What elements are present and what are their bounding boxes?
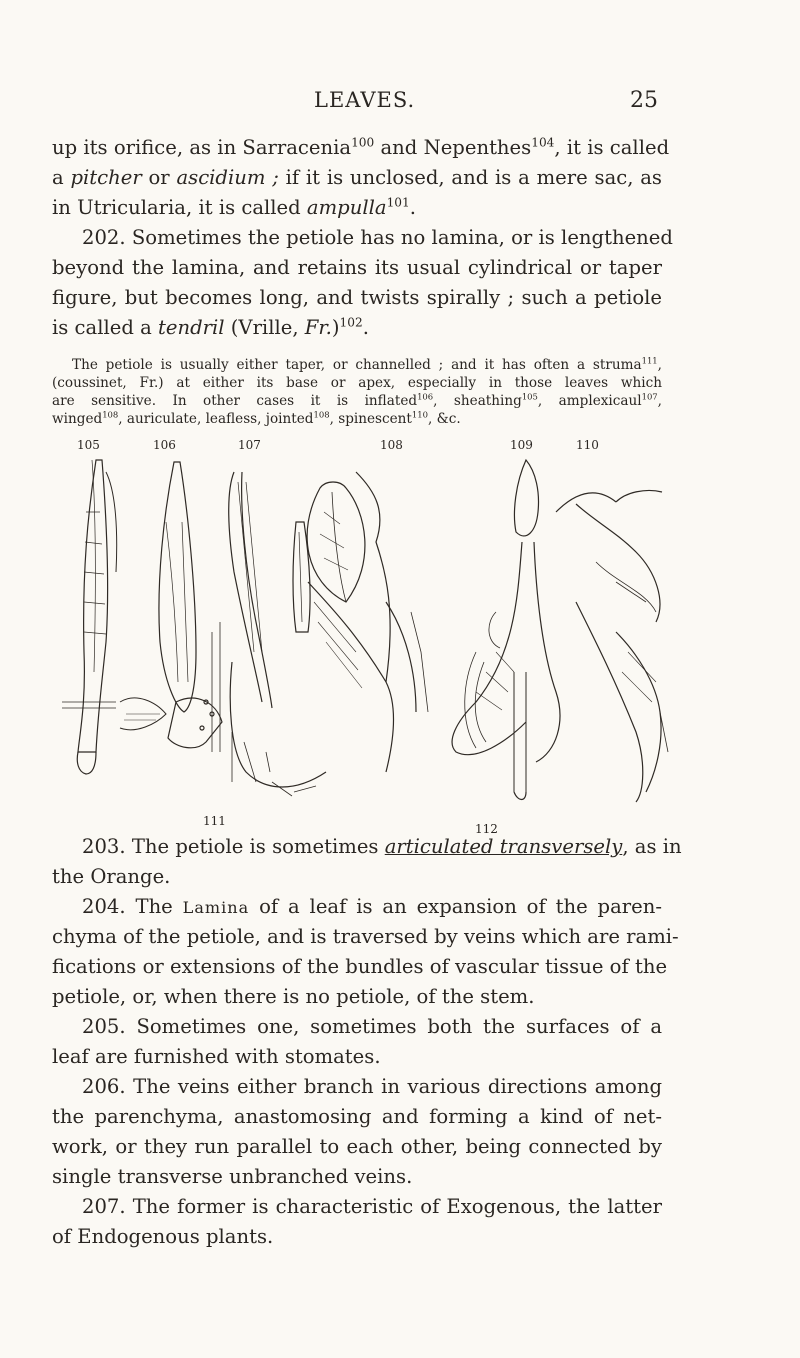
text-line: the Orange. — [52, 865, 171, 888]
text-line: 203. The petiole is sometimes articulated transversely, as in — [82, 835, 682, 858]
figure-110-spinescent-petiole — [556, 490, 668, 802]
text-line: leaf are furnished with stomates. — [52, 1045, 381, 1068]
text-line: of Endogenous plants. — [52, 1225, 274, 1248]
figure-label-106: 106 — [153, 438, 176, 452]
text-line: figure, but becomes long, and twists spirally ; such a petiole — [52, 286, 662, 309]
figure-107-amplexicaul-petiole — [229, 472, 326, 796]
text-line: 205. Sometimes one, sometimes both the surfaces of a — [82, 1015, 662, 1038]
paragraph-202 — [52, 223, 673, 343]
running-title: LEAVES. — [314, 88, 416, 112]
paragraph-206 — [52, 1072, 662, 1192]
figure-label-111: 111 — [203, 814, 226, 828]
text-line: chyma of the petiole, and is traversed by veins which are rami- — [52, 925, 679, 948]
figure-106-inflated-petiole — [120, 462, 222, 752]
text-line: fications or extensions of the bundles of vascular tissue of the — [52, 955, 668, 978]
text-line: 202. Sometimes the petiole has no lamina, or is lengthened — [82, 226, 673, 249]
text-line: 206. The veins either branch in various directions among — [82, 1075, 662, 1098]
text-line: winged$^{108}$, auriculate, leafless, jointed$^{108}$, spinescent$^{110}$, &c. — [52, 409, 461, 427]
text-line: a pitcher or ascidium ; if it is unclosed, and is a mere sac, as — [52, 166, 662, 189]
text-line: The petiole is usually either taper, or channelled ; and it has often a struma$^{111}$, — [72, 355, 662, 373]
text-line: in Utricularia, it is called ampulla$^{101}$. — [52, 195, 416, 219]
page-number: 25 — [630, 88, 658, 113]
figure-105-sheathing-petiole — [62, 460, 117, 774]
small-print-note — [52, 356, 662, 428]
figure-label-112: 112 — [475, 822, 498, 836]
paragraph-continuation — [52, 133, 670, 223]
figure-label-107: 107 — [238, 438, 261, 452]
figure-label-105: 105 — [77, 438, 100, 452]
text-line: (coussinet, Fr.) at either its base or apex, especially in those leaves which — [52, 375, 662, 391]
botanical-illustration — [56, 452, 676, 824]
paragraph-204 — [52, 892, 679, 1012]
figure-label-110: 110 — [576, 438, 599, 452]
page-header — [52, 88, 658, 118]
paragraph-207 — [52, 1192, 662, 1252]
paragraph-205 — [52, 1012, 662, 1072]
paragraph-203 — [52, 832, 682, 892]
text-line: single transverse unbranched veins. — [52, 1165, 413, 1188]
figure-109-jointed-petiole — [452, 460, 560, 800]
figure-108-winged-petiole — [307, 472, 428, 772]
text-line: the parenchyma, anastomosing and forming a kind of net- — [52, 1105, 662, 1128]
text-line: up its orifice, as in Sarracenia$^{100}$ and Nepenthes$^{104}$, it is called — [52, 135, 670, 159]
text-line: 207. The former is characteristic of Exogenous, the latter — [82, 1195, 662, 1218]
text-line: 204. The Lamina of a leaf is an expansion of the paren- — [82, 895, 662, 918]
figure-label-109: 109 — [510, 438, 533, 452]
figure-label-108: 108 — [380, 438, 403, 452]
text-line: beyond the lamina, and retains its usual cylindrical or taper — [52, 256, 662, 279]
text-line: is called a tendril (Vrille, Fr.)$^{102}$. — [52, 315, 369, 339]
text-line: are sensitive. In other cases it is inflated$^{106}$, sheathing$^{105}$, amplexicaul$^{107}$, — [52, 391, 662, 409]
text-line: work, or they run parallel to each other, being connected by — [52, 1135, 662, 1158]
text-line: petiole, or, when there is no petiole, of the stem. — [52, 985, 535, 1008]
